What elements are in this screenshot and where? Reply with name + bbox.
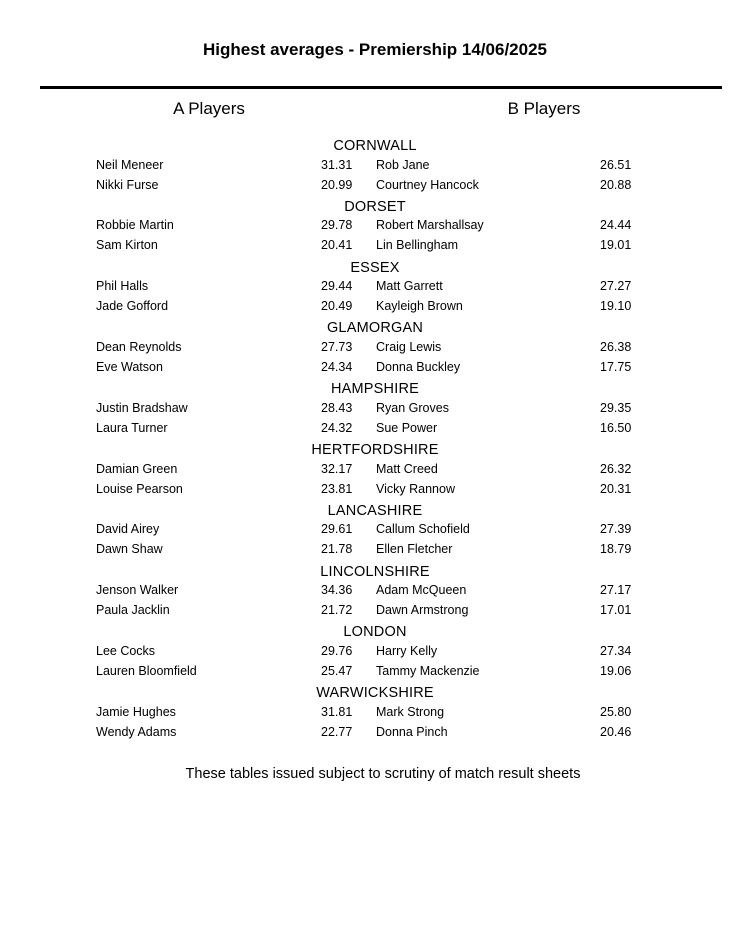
county-heading: ESSEX [350, 259, 400, 276]
b-player-average: 26.32 [600, 461, 632, 476]
a-player-average: 28.43 [321, 400, 353, 415]
a-player-name: Laura Turner [96, 420, 168, 435]
a-player-name: Lauren Bloomfield [96, 663, 197, 678]
title-divider [40, 86, 722, 89]
b-player-average: 16.50 [600, 420, 632, 435]
a-player-name: Louise Pearson [96, 481, 183, 496]
a-player-average: 21.78 [321, 542, 353, 557]
b-player-name: Ryan Groves [376, 400, 449, 415]
page-title: Highest averages - Premiership 14/06/2025 [203, 40, 547, 59]
b-player-name: Craig Lewis [376, 339, 442, 354]
a-player-name: Lee Cocks [96, 643, 156, 658]
b-player-name: Courtney Hancock [376, 177, 479, 192]
a-player-name: Jade Gofford [96, 299, 169, 314]
a-player-average: 29.76 [321, 643, 353, 658]
a-player-average: 29.44 [321, 279, 353, 294]
a-player-average: 31.31 [321, 157, 353, 172]
a-player-name: Wendy Adams [96, 724, 177, 739]
a-player-name: Phil Halls [96, 279, 149, 294]
b-player-name: Matt Creed [376, 461, 438, 476]
b-player-average: 24.44 [600, 218, 632, 233]
a-player-name: Neil Meneer [96, 157, 164, 172]
b-player-average: 19.10 [600, 299, 632, 314]
b-player-name: Ellen Fletcher [376, 542, 453, 557]
a-player-average: 32.17 [321, 461, 353, 476]
b-player-name: Vicky Rannow [376, 481, 455, 496]
a-player-average: 24.32 [321, 420, 353, 435]
county-heading: HAMPSHIRE [330, 381, 419, 398]
b-player-average: 25.80 [600, 704, 632, 719]
b-player-name: Tammy Mackenzie [376, 663, 480, 678]
b-player-average: 18.79 [600, 542, 632, 557]
b-player-name: Callum Schofield [376, 522, 470, 537]
county-heading: CORNWALL [333, 138, 417, 154]
a-player-name: Justin Bradshaw [96, 400, 188, 415]
county-heading: WARWICKSHIRE [316, 685, 434, 702]
a-player-average: 31.81 [321, 704, 353, 719]
a-player-name: Dean Reynolds [96, 339, 182, 354]
b-player-name: Mark Strong [376, 704, 445, 719]
b-player-name: Robert Marshallsay [376, 218, 484, 233]
b-player-average: 29.35 [600, 400, 632, 415]
b-player-name: Dawn Armstrong [376, 603, 469, 618]
county-heading: LANCASHIRE [327, 502, 423, 519]
b-player-average: 27.17 [600, 583, 632, 598]
b-player-name: Harry Kelly [376, 643, 438, 658]
a-player-name: Eve Watson [96, 359, 163, 374]
a-player-average: 29.61 [321, 522, 353, 537]
a-player-average: 23.81 [321, 481, 353, 496]
a-player-name: Paula Jacklin [96, 603, 170, 618]
a-player-average: 24.34 [321, 359, 353, 374]
a-player-average: 21.72 [321, 603, 353, 618]
a-player-average: 22.77 [321, 724, 353, 739]
county-heading: LINCOLNSHIRE [320, 563, 430, 580]
county-heading: LONDON [343, 624, 407, 641]
b-player-average: 17.75 [600, 359, 632, 374]
a-player-average: 29.78 [321, 218, 353, 233]
b-player-name: Lin Bellingham [376, 238, 458, 253]
b-player-average: 20.88 [600, 177, 632, 192]
a-player-average: 25.47 [321, 663, 353, 678]
column-header-b-players: B Players [507, 99, 581, 118]
a-player-name: Sam Kirton [96, 238, 158, 253]
a-player-average: 20.41 [321, 238, 353, 253]
b-player-average: 26.38 [600, 339, 632, 354]
b-player-average: 26.51 [600, 157, 632, 172]
b-player-average: 27.34 [600, 643, 632, 658]
county-heading: GLAMORGAN [326, 320, 424, 337]
county-heading: HERTFORDSHIRE [311, 442, 439, 458]
b-player-average: 20.31 [600, 481, 632, 496]
b-player-name: Rob Jane [376, 157, 430, 172]
a-player-average: 27.73 [321, 339, 353, 354]
b-player-average: 27.27 [600, 279, 632, 294]
b-player-name: Donna Buckley [376, 359, 461, 374]
a-player-name: Damian Green [96, 461, 178, 476]
a-player-name: Dawn Shaw [96, 542, 163, 557]
footer-note: These tables issued subject to scrutiny of match result sheets [185, 766, 581, 782]
a-player-name: Robbie Martin [96, 218, 174, 233]
b-player-average: 17.01 [600, 603, 632, 618]
a-player-name: Nikki Furse [96, 177, 159, 192]
county-heading: DORSET [344, 198, 406, 215]
b-player-average: 19.06 [600, 663, 632, 678]
b-player-name: Adam McQueen [376, 583, 467, 598]
a-player-name: Jamie Hughes [96, 704, 176, 719]
a-player-average: 20.99 [321, 177, 353, 192]
b-player-average: 27.39 [600, 522, 632, 537]
b-player-average: 20.46 [600, 724, 632, 739]
b-player-name: Donna Pinch [376, 724, 448, 739]
b-player-name: Sue Power [376, 420, 438, 435]
b-player-average: 19.01 [600, 238, 632, 253]
a-player-name: David Airey [96, 522, 160, 537]
a-player-average: 20.49 [321, 299, 353, 314]
a-player-name: Jenson Walker [96, 583, 179, 598]
a-player-average: 34.36 [321, 583, 353, 598]
column-header-a-players: A Players [173, 99, 245, 118]
b-player-name: Kayleigh Brown [376, 299, 463, 314]
b-player-name: Matt Garrett [376, 279, 443, 294]
